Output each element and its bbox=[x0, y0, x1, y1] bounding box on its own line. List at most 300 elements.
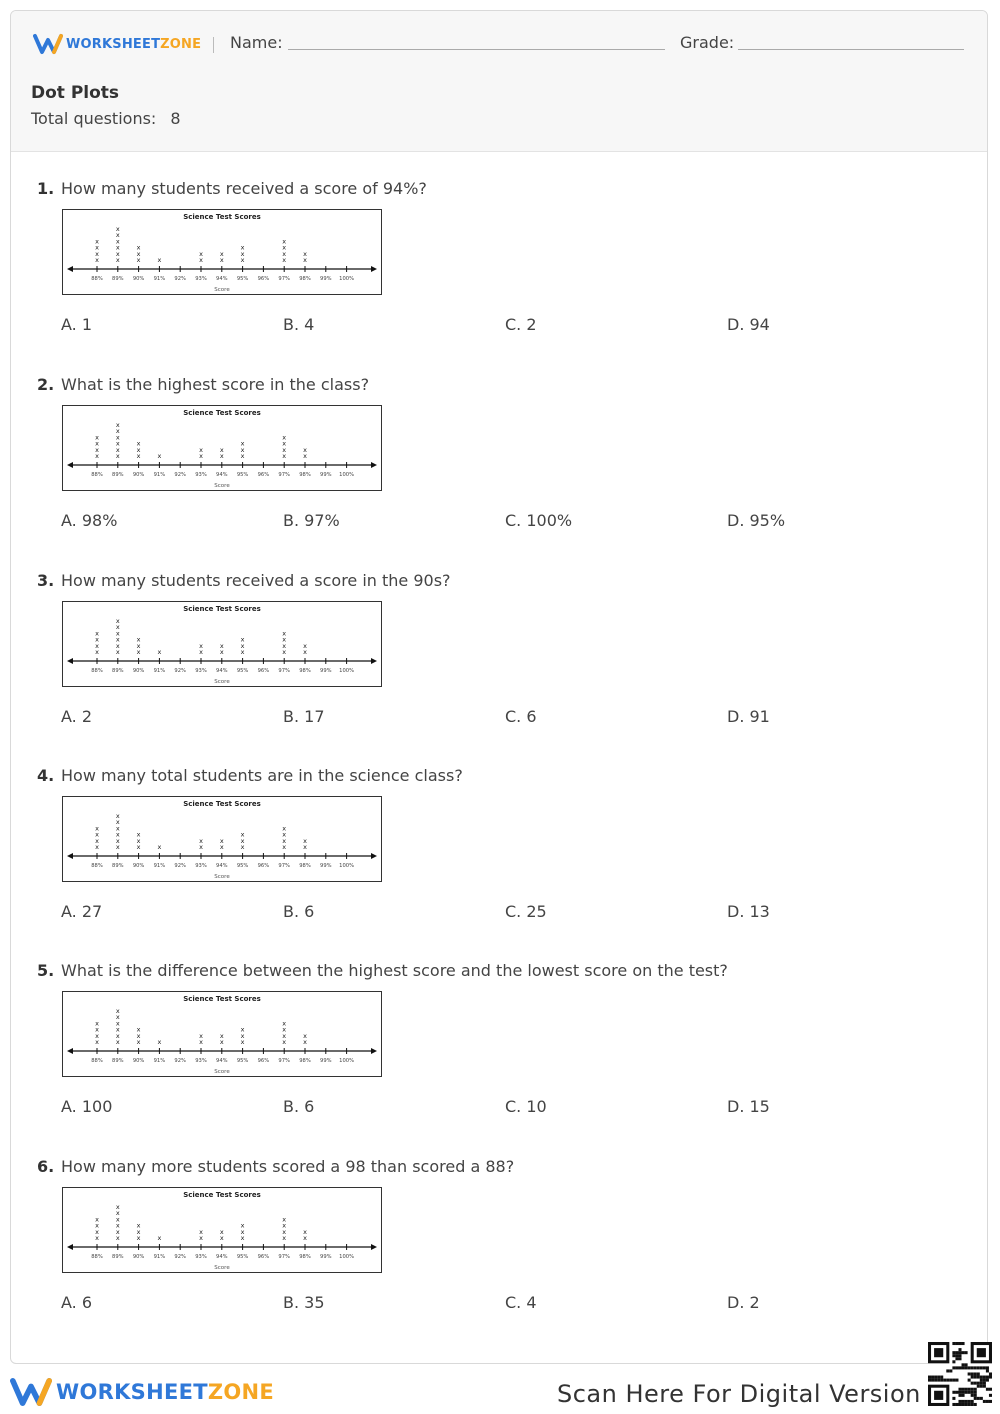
tick-label: 93% bbox=[195, 668, 207, 674]
data-mark: x bbox=[95, 256, 99, 264]
question-block bbox=[11, 375, 987, 565]
tick-label: 97% bbox=[278, 863, 290, 869]
data-mark: x bbox=[136, 641, 141, 650]
tick-label: 94% bbox=[216, 863, 228, 869]
tick-label: 99% bbox=[320, 668, 332, 674]
tick-label: 92% bbox=[174, 1254, 186, 1260]
tick-label: 100% bbox=[339, 472, 355, 478]
data-mark: x bbox=[95, 830, 99, 839]
data-mark: x bbox=[115, 237, 120, 246]
data-mark: x bbox=[115, 249, 120, 258]
data-mark: x bbox=[115, 256, 120, 264]
data-mark: x bbox=[240, 445, 245, 454]
grade-label: Grade: bbox=[680, 33, 735, 52]
dot-plot bbox=[62, 991, 382, 1077]
name-field[interactable] bbox=[288, 49, 665, 50]
data-mark: x bbox=[136, 249, 141, 258]
data-mark: x bbox=[219, 1038, 224, 1046]
data-mark: x bbox=[199, 452, 203, 460]
data-mark: x bbox=[115, 641, 120, 650]
tick-label: 91% bbox=[153, 863, 166, 869]
tick-label: 95% bbox=[236, 276, 249, 282]
grade-field[interactable] bbox=[738, 49, 964, 50]
data-mark: x bbox=[303, 648, 307, 656]
tick-label: 98% bbox=[299, 472, 311, 478]
tick-label: 94% bbox=[216, 472, 228, 478]
tick-label: 92% bbox=[174, 668, 186, 674]
data-mark: x bbox=[199, 641, 203, 650]
data-mark: x bbox=[282, 439, 287, 448]
axis-label: Score bbox=[214, 1069, 230, 1075]
axis-label: Score bbox=[214, 483, 230, 489]
tick-label: 93% bbox=[195, 1254, 207, 1260]
data-mark: x bbox=[219, 1234, 224, 1242]
scan-text: Scan Here For Digital Version bbox=[557, 1380, 921, 1408]
dot-plot bbox=[62, 796, 382, 882]
data-mark: x bbox=[199, 836, 203, 845]
data-mark: x bbox=[95, 433, 99, 442]
data-mark: x bbox=[95, 452, 99, 460]
page-footer bbox=[0, 1364, 1000, 1414]
data-mark: x bbox=[115, 623, 120, 632]
data-mark: x bbox=[240, 635, 245, 644]
data-mark: x bbox=[199, 445, 203, 454]
data-mark: x bbox=[157, 256, 162, 264]
data-mark: x bbox=[240, 836, 245, 845]
tick-label: 99% bbox=[320, 1254, 332, 1260]
plot-title: Science Test Scores bbox=[183, 213, 261, 221]
axis-label: Score bbox=[214, 1265, 230, 1271]
data-mark: x bbox=[115, 452, 120, 460]
data-mark: x bbox=[115, 243, 120, 252]
data-mark: x bbox=[219, 445, 224, 454]
data-mark: x bbox=[282, 452, 287, 460]
tick-label: 90% bbox=[132, 1058, 145, 1064]
total-questions bbox=[31, 109, 181, 128]
answer-option[interactable]: A. 1 bbox=[61, 315, 93, 334]
worksheet-header bbox=[11, 11, 987, 152]
data-mark: x bbox=[282, 1215, 287, 1224]
data-mark: x bbox=[136, 635, 141, 644]
data-mark: x bbox=[136, 648, 141, 656]
data-mark: x bbox=[157, 1038, 162, 1046]
data-mark: x bbox=[282, 635, 287, 644]
data-mark: x bbox=[115, 439, 120, 448]
data-mark: x bbox=[240, 648, 245, 656]
answer-option[interactable]: C. 2 bbox=[505, 315, 537, 334]
tick-label: 89% bbox=[112, 276, 124, 282]
tick-label: 95% bbox=[236, 668, 249, 674]
tick-label: 94% bbox=[216, 276, 228, 282]
data-mark: x bbox=[136, 1221, 141, 1230]
data-mark: x bbox=[115, 231, 120, 240]
dot-plot bbox=[62, 209, 382, 295]
data-mark: x bbox=[282, 824, 287, 833]
answer-option[interactable]: C. 25 bbox=[505, 902, 547, 921]
header-divider bbox=[213, 37, 214, 53]
data-mark: x bbox=[240, 256, 245, 264]
tick-label: 96% bbox=[257, 1254, 270, 1260]
tick-label: 90% bbox=[132, 276, 145, 282]
answer-option[interactable]: A. 100 bbox=[61, 1097, 113, 1116]
plot-title: Science Test Scores bbox=[183, 605, 261, 613]
answer-option[interactable]: A. 2 bbox=[61, 707, 93, 726]
data-mark: x bbox=[95, 1038, 99, 1046]
tick-label: 96% bbox=[257, 668, 270, 674]
tick-label: 100% bbox=[339, 276, 355, 282]
data-mark: x bbox=[157, 1234, 162, 1242]
tick-label: 92% bbox=[174, 472, 186, 478]
tick-label: 100% bbox=[339, 863, 355, 869]
qr-code-icon[interactable] bbox=[928, 1342, 992, 1406]
tick-label: 96% bbox=[257, 472, 270, 478]
tick-label: 93% bbox=[195, 863, 207, 869]
data-mark: x bbox=[282, 1221, 287, 1230]
tick-label: 95% bbox=[236, 1254, 249, 1260]
data-mark: x bbox=[303, 843, 307, 851]
answer-option[interactable]: B. 97% bbox=[283, 511, 340, 530]
data-mark: x bbox=[199, 1038, 203, 1046]
data-mark: x bbox=[240, 830, 245, 839]
data-mark: x bbox=[282, 249, 287, 258]
data-mark: x bbox=[95, 843, 99, 851]
tick-label: 97% bbox=[278, 1254, 290, 1260]
axis-label: Score bbox=[214, 287, 230, 293]
data-mark: x bbox=[115, 1234, 120, 1242]
data-mark: x bbox=[282, 830, 287, 839]
tick-label: 99% bbox=[320, 472, 332, 478]
worksheet bbox=[10, 10, 988, 1364]
data-mark: x bbox=[219, 1227, 224, 1236]
question-block bbox=[11, 961, 987, 1151]
data-mark: x bbox=[115, 433, 120, 442]
data-mark: x bbox=[95, 445, 99, 454]
data-mark: x bbox=[282, 1227, 287, 1236]
tick-label: 98% bbox=[299, 1058, 311, 1064]
data-mark: x bbox=[240, 1221, 245, 1230]
data-mark: x bbox=[240, 452, 245, 460]
data-mark: x bbox=[219, 1031, 224, 1040]
data-mark: x bbox=[115, 836, 120, 845]
data-mark: x bbox=[115, 629, 120, 638]
data-mark: x bbox=[115, 427, 120, 436]
question-text: How many total students are in the science class? bbox=[61, 766, 463, 785]
data-mark: x bbox=[282, 445, 287, 454]
data-mark: x bbox=[95, 237, 99, 246]
total-questions-label: Total questions: bbox=[31, 109, 157, 128]
data-mark: x bbox=[199, 1227, 203, 1236]
data-mark: x bbox=[282, 1019, 287, 1028]
dot-plot bbox=[62, 1187, 382, 1273]
answer-option[interactable]: C. 10 bbox=[505, 1097, 547, 1116]
answer-option[interactable]: B. 6 bbox=[283, 1097, 315, 1116]
tick-label: 88% bbox=[91, 668, 103, 674]
worksheetzone-logo-icon bbox=[33, 33, 63, 55]
data-mark: x bbox=[95, 836, 99, 845]
question-number: 1. bbox=[37, 179, 55, 198]
data-mark: x bbox=[115, 843, 120, 851]
data-mark: x bbox=[199, 256, 203, 264]
data-mark: x bbox=[115, 830, 120, 839]
data-mark: x bbox=[240, 1234, 245, 1242]
data-mark: x bbox=[282, 629, 287, 638]
answer-option[interactable]: B. 4 bbox=[283, 315, 315, 334]
tick-label: 91% bbox=[153, 1058, 166, 1064]
tick-label: 98% bbox=[299, 276, 311, 282]
data-mark: x bbox=[157, 452, 162, 460]
data-mark: x bbox=[95, 648, 99, 656]
data-mark: x bbox=[95, 824, 99, 833]
brand-logo bbox=[33, 33, 201, 55]
data-mark: x bbox=[136, 1025, 141, 1034]
tick-label: 100% bbox=[339, 1254, 355, 1260]
data-mark: x bbox=[303, 1227, 307, 1236]
data-mark: x bbox=[199, 1234, 203, 1242]
data-mark: x bbox=[219, 256, 224, 264]
tick-label: 88% bbox=[91, 863, 103, 869]
tick-label: 89% bbox=[112, 668, 124, 674]
tick-label: 89% bbox=[112, 1254, 124, 1260]
answer-option[interactable]: A. 27 bbox=[61, 902, 103, 921]
data-mark: x bbox=[240, 1038, 245, 1046]
dot-plot bbox=[62, 601, 382, 687]
tick-label: 96% bbox=[257, 276, 270, 282]
data-mark: x bbox=[199, 249, 203, 258]
data-mark: x bbox=[136, 1031, 141, 1040]
tick-label: 88% bbox=[91, 276, 103, 282]
answer-option[interactable]: D. 94 bbox=[727, 315, 770, 334]
data-mark: x bbox=[303, 256, 307, 264]
data-mark: x bbox=[199, 1031, 203, 1040]
tick-label: 99% bbox=[320, 1058, 332, 1064]
data-mark: x bbox=[95, 243, 99, 252]
data-mark: x bbox=[115, 1025, 120, 1034]
tick-label: 88% bbox=[91, 472, 103, 478]
tick-label: 96% bbox=[257, 1058, 270, 1064]
tick-label: 88% bbox=[91, 1254, 103, 1260]
data-mark: x bbox=[115, 1215, 120, 1224]
data-mark: x bbox=[282, 1234, 287, 1242]
data-mark: x bbox=[303, 452, 307, 460]
tick-label: 98% bbox=[299, 1254, 311, 1260]
data-mark: x bbox=[95, 1234, 99, 1242]
data-mark: x bbox=[282, 648, 287, 656]
data-mark: x bbox=[303, 249, 307, 258]
data-mark: x bbox=[303, 836, 307, 845]
data-mark: x bbox=[240, 1031, 245, 1040]
tick-label: 91% bbox=[153, 472, 166, 478]
data-mark: x bbox=[282, 433, 287, 442]
tick-label: 93% bbox=[195, 472, 207, 478]
data-mark: x bbox=[115, 445, 120, 454]
data-mark: x bbox=[136, 830, 141, 839]
name-label: Name: bbox=[230, 33, 283, 52]
question-number: 2. bbox=[37, 375, 55, 394]
data-mark: x bbox=[95, 629, 99, 638]
tick-label: 96% bbox=[257, 863, 270, 869]
data-mark: x bbox=[136, 445, 141, 454]
data-mark: x bbox=[303, 445, 307, 454]
tick-label: 89% bbox=[112, 472, 124, 478]
tick-label: 100% bbox=[339, 1058, 355, 1064]
data-mark: x bbox=[282, 1031, 287, 1040]
dot-plot bbox=[62, 405, 382, 491]
answer-option[interactable]: C. 6 bbox=[505, 707, 537, 726]
data-mark: x bbox=[240, 1227, 245, 1236]
data-mark: x bbox=[115, 1209, 120, 1218]
tick-label: 93% bbox=[195, 276, 207, 282]
tick-label: 98% bbox=[299, 668, 311, 674]
footer-brand-logo bbox=[10, 1376, 274, 1408]
tick-label: 93% bbox=[195, 1058, 207, 1064]
data-mark: x bbox=[95, 1227, 99, 1236]
data-mark: x bbox=[157, 843, 162, 851]
data-mark: x bbox=[95, 1031, 99, 1040]
data-mark: x bbox=[115, 617, 120, 625]
tick-label: 95% bbox=[236, 863, 249, 869]
tick-label: 95% bbox=[236, 1058, 249, 1064]
data-mark: x bbox=[115, 225, 120, 233]
tick-label: 95% bbox=[236, 472, 249, 478]
data-mark: x bbox=[115, 1013, 120, 1022]
plot-title: Science Test Scores bbox=[183, 995, 261, 1003]
data-mark: x bbox=[95, 635, 99, 644]
data-mark: x bbox=[115, 1019, 120, 1028]
question-text: How many students received a score of 94%? bbox=[61, 179, 427, 198]
answer-option[interactable]: D. 91 bbox=[727, 707, 770, 726]
answer-option[interactable]: D. 13 bbox=[727, 902, 770, 921]
tick-label: 92% bbox=[174, 863, 186, 869]
data-mark: x bbox=[282, 237, 287, 246]
data-mark: x bbox=[219, 648, 224, 656]
worksheetzone-logo-icon bbox=[10, 1376, 52, 1408]
data-mark: x bbox=[199, 648, 203, 656]
data-mark: x bbox=[115, 648, 120, 656]
data-mark: x bbox=[95, 249, 99, 258]
question-text: What is the highest score in the class? bbox=[61, 375, 370, 394]
tick-label: 89% bbox=[112, 863, 124, 869]
data-mark: x bbox=[136, 1234, 141, 1242]
data-mark: x bbox=[115, 818, 120, 827]
data-mark: x bbox=[219, 836, 224, 845]
tick-label: 88% bbox=[91, 1058, 103, 1064]
tick-label: 90% bbox=[132, 472, 145, 478]
answer-option[interactable]: B. 17 bbox=[283, 707, 325, 726]
data-mark: x bbox=[115, 421, 120, 429]
question-block bbox=[11, 1157, 987, 1347]
tick-label: 90% bbox=[132, 863, 145, 869]
data-mark: x bbox=[303, 1038, 307, 1046]
brand-wordmark: WORKSHEETZONE bbox=[66, 36, 202, 52]
tick-label: 90% bbox=[132, 1254, 145, 1260]
question-block bbox=[11, 571, 987, 761]
data-mark: x bbox=[95, 641, 99, 650]
data-mark: x bbox=[303, 641, 307, 650]
data-mark: x bbox=[136, 452, 141, 460]
tick-label: 94% bbox=[216, 668, 228, 674]
data-mark: x bbox=[136, 1038, 141, 1046]
question-block bbox=[11, 179, 987, 369]
data-mark: x bbox=[240, 243, 245, 252]
answer-option[interactable]: D. 15 bbox=[727, 1097, 770, 1116]
answer-option[interactable]: A. 98% bbox=[61, 511, 118, 530]
tick-label: 92% bbox=[174, 276, 186, 282]
axis-label: Score bbox=[214, 679, 230, 685]
question-number: 4. bbox=[37, 766, 55, 785]
worksheet-title: Dot Plots bbox=[31, 83, 120, 103]
tick-label: 92% bbox=[174, 1058, 186, 1064]
data-mark: x bbox=[136, 843, 141, 851]
data-mark: x bbox=[95, 439, 99, 448]
tick-label: 99% bbox=[320, 863, 332, 869]
answer-option[interactable]: C. 4 bbox=[505, 1293, 537, 1312]
question-text: How many students received a score in the 90s? bbox=[61, 571, 451, 590]
data-mark: x bbox=[115, 1227, 120, 1236]
answer-option[interactable]: D. 95% bbox=[727, 511, 786, 530]
tick-label: 97% bbox=[278, 276, 290, 282]
tick-label: 94% bbox=[216, 1254, 228, 1260]
data-mark: x bbox=[282, 1038, 287, 1046]
data-mark: x bbox=[282, 836, 287, 845]
data-mark: x bbox=[136, 1227, 141, 1236]
tick-label: 100% bbox=[339, 668, 355, 674]
tick-label: 94% bbox=[216, 1058, 228, 1064]
data-mark: x bbox=[303, 1031, 307, 1040]
total-questions-value: 8 bbox=[170, 109, 181, 128]
data-mark: x bbox=[115, 1038, 120, 1046]
data-mark: x bbox=[219, 843, 224, 851]
data-mark: x bbox=[282, 641, 287, 650]
plot-title: Science Test Scores bbox=[183, 800, 261, 808]
answer-option[interactable]: D. 2 bbox=[727, 1293, 760, 1312]
data-mark: x bbox=[282, 243, 287, 252]
data-mark: x bbox=[136, 256, 141, 264]
data-mark: x bbox=[136, 439, 141, 448]
tick-label: 91% bbox=[153, 668, 166, 674]
tick-label: 89% bbox=[112, 1058, 124, 1064]
tick-label: 91% bbox=[153, 276, 166, 282]
answer-option[interactable]: B. 35 bbox=[283, 1293, 325, 1312]
tick-label: 97% bbox=[278, 472, 290, 478]
data-mark: x bbox=[115, 635, 120, 644]
axis-label: Score bbox=[214, 874, 230, 880]
plot-title: Science Test Scores bbox=[183, 1191, 261, 1199]
data-mark: x bbox=[219, 452, 224, 460]
data-mark: x bbox=[240, 641, 245, 650]
answer-option[interactable]: B. 6 bbox=[283, 902, 315, 921]
data-mark: x bbox=[219, 249, 224, 258]
data-mark: x bbox=[115, 812, 120, 820]
footer-brand-wordmark: WORKSHEETZONE bbox=[56, 1380, 275, 1404]
tick-label: 97% bbox=[278, 668, 290, 674]
answer-option[interactable]: C. 100% bbox=[505, 511, 573, 530]
question-block bbox=[11, 766, 987, 956]
data-mark: x bbox=[136, 243, 141, 252]
data-mark: x bbox=[199, 843, 203, 851]
tick-label: 97% bbox=[278, 1058, 290, 1064]
tick-label: 99% bbox=[320, 276, 332, 282]
plot-title: Science Test Scores bbox=[183, 409, 261, 417]
tick-label: 90% bbox=[132, 668, 145, 674]
data-mark: x bbox=[282, 843, 287, 851]
answer-option[interactable]: A. 6 bbox=[61, 1293, 93, 1312]
data-mark: x bbox=[95, 1221, 99, 1230]
data-mark: x bbox=[303, 1234, 307, 1242]
tick-label: 98% bbox=[299, 863, 311, 869]
question-number: 5. bbox=[37, 961, 55, 980]
data-mark: x bbox=[115, 1203, 120, 1211]
data-mark: x bbox=[115, 1221, 120, 1230]
